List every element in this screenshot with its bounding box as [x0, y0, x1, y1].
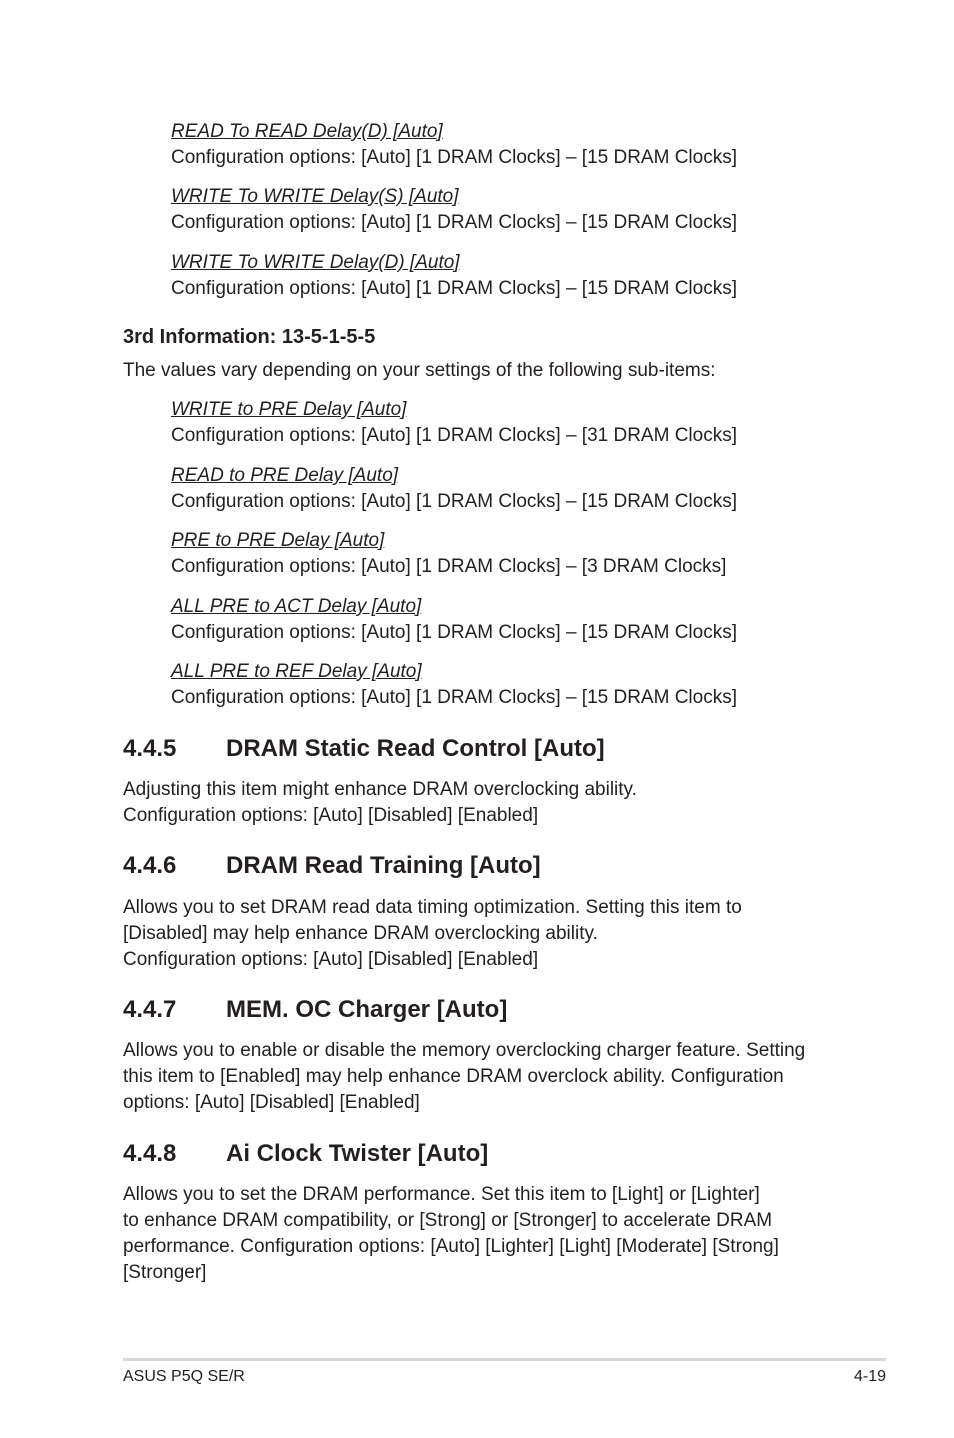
section-heading: [123, 852, 541, 880]
sub-item: [171, 121, 737, 169]
section-heading: [123, 735, 605, 763]
body-line: Configuration options: [Auto] [Disabled] [Enabled]: [123, 949, 539, 970]
section-body: [123, 777, 637, 829]
body-line: Allows you to enable or disable the memory overclocking charger feature. Setting: [123, 1040, 806, 1061]
sub-item: [171, 530, 726, 578]
sub-item: [171, 399, 737, 447]
sub-item-title: WRITE to PRE Delay [Auto]: [171, 399, 407, 420]
sub-item-options: Configuration options: [Auto] [1 DRAM Clocks] – [31 DRAM Clocks]: [171, 425, 738, 446]
sub-item-title: READ To READ Delay(D) [Auto]: [171, 121, 443, 142]
footer-divider: [123, 1358, 886, 1361]
body-line: Allows you to set DRAM read data timing optimization. Setting this item to: [123, 897, 742, 918]
sub-item-title: PRE to PRE Delay [Auto]: [171, 530, 385, 551]
sub-item-options: Configuration options: [Auto] [1 DRAM Clocks] – [15 DRAM Clocks]: [171, 622, 738, 643]
section-body: [123, 1038, 805, 1116]
section-number: 4.4.7: [123, 996, 177, 1023]
sub-item-options: Configuration options: [Auto] [1 DRAM Clocks] – [15 DRAM Clocks]: [171, 278, 738, 299]
sub-item-options: Configuration options: [Auto] [1 DRAM Clocks] – [15 DRAM Clocks]: [171, 687, 738, 708]
sub-item-title: ALL PRE to REF Delay [Auto]: [171, 661, 422, 682]
sub-item: [171, 596, 737, 644]
section-title: DRAM Static Read Control [Auto]: [226, 735, 605, 762]
section-body: [123, 1182, 779, 1286]
body-line: options: [Auto] [Disabled] [Enabled]: [123, 1092, 420, 1113]
sub-item-options: Configuration options: [Auto] [1 DRAM Clocks] – [15 DRAM Clocks]: [171, 147, 738, 168]
info3-heading: 3rd Information: 13-5-1-5-5: [123, 326, 376, 348]
body-line: performance. Configuration options: [Auto] [Lighter] [Light] [Moderate] [Strong]: [123, 1236, 779, 1257]
body-line: Adjusting this item might enhance DRAM overclocking ability.: [123, 779, 637, 800]
sub-item-title: WRITE To WRITE Delay(D) [Auto]: [171, 252, 460, 273]
sub-item-options: Configuration options: [Auto] [1 DRAM Clocks] – [15 DRAM Clocks]: [171, 212, 738, 233]
sub-item-options: Configuration options: [Auto] [1 DRAM Clocks] – [3 DRAM Clocks]: [171, 556, 727, 577]
sub-item-options: Configuration options: [Auto] [1 DRAM Clocks] – [15 DRAM Clocks]: [171, 491, 738, 512]
info3-intro: The values vary depending on your settings of the following sub-items:: [123, 360, 716, 381]
sub-item: [171, 186, 737, 234]
body-line: Allows you to set the DRAM performance. Set this item to [Light] or [Lighter]: [123, 1184, 760, 1205]
section-body: [123, 895, 742, 973]
section-heading: [123, 1140, 488, 1168]
footer-product-name: ASUS P5Q SE/R: [123, 1368, 245, 1385]
section-heading: [123, 996, 507, 1024]
sub-item-title: ALL PRE to ACT Delay [Auto]: [171, 596, 422, 617]
body-line: Configuration options: [Auto] [Disabled] [Enabled]: [123, 805, 539, 826]
section-title: Ai Clock Twister [Auto]: [226, 1140, 489, 1167]
sub-item-title: WRITE To WRITE Delay(S) [Auto]: [171, 186, 459, 207]
page-number: 4-19: [853, 1368, 886, 1385]
sub-item: [171, 252, 737, 300]
body-line: to enhance DRAM compatibility, or [Strong] or [Stronger] to accelerate DRAM: [123, 1210, 773, 1231]
section-title: DRAM Read Training [Auto]: [226, 852, 541, 879]
sub-item: [171, 465, 737, 513]
section-title: MEM. OC Charger [Auto]: [226, 996, 508, 1023]
section-number: 4.4.5: [123, 735, 177, 762]
body-line: [Stronger]: [123, 1262, 207, 1283]
section-number: 4.4.6: [123, 852, 177, 879]
sub-item-title: READ to PRE Delay [Auto]: [171, 465, 399, 486]
section-number: 4.4.8: [123, 1140, 177, 1167]
sub-item: [171, 661, 737, 709]
body-line: [Disabled] may help enhance DRAM overclocking ability.: [123, 923, 598, 944]
body-line: this item to [Enabled] may help enhance DRAM overclock ability. Configuration: [123, 1066, 784, 1087]
